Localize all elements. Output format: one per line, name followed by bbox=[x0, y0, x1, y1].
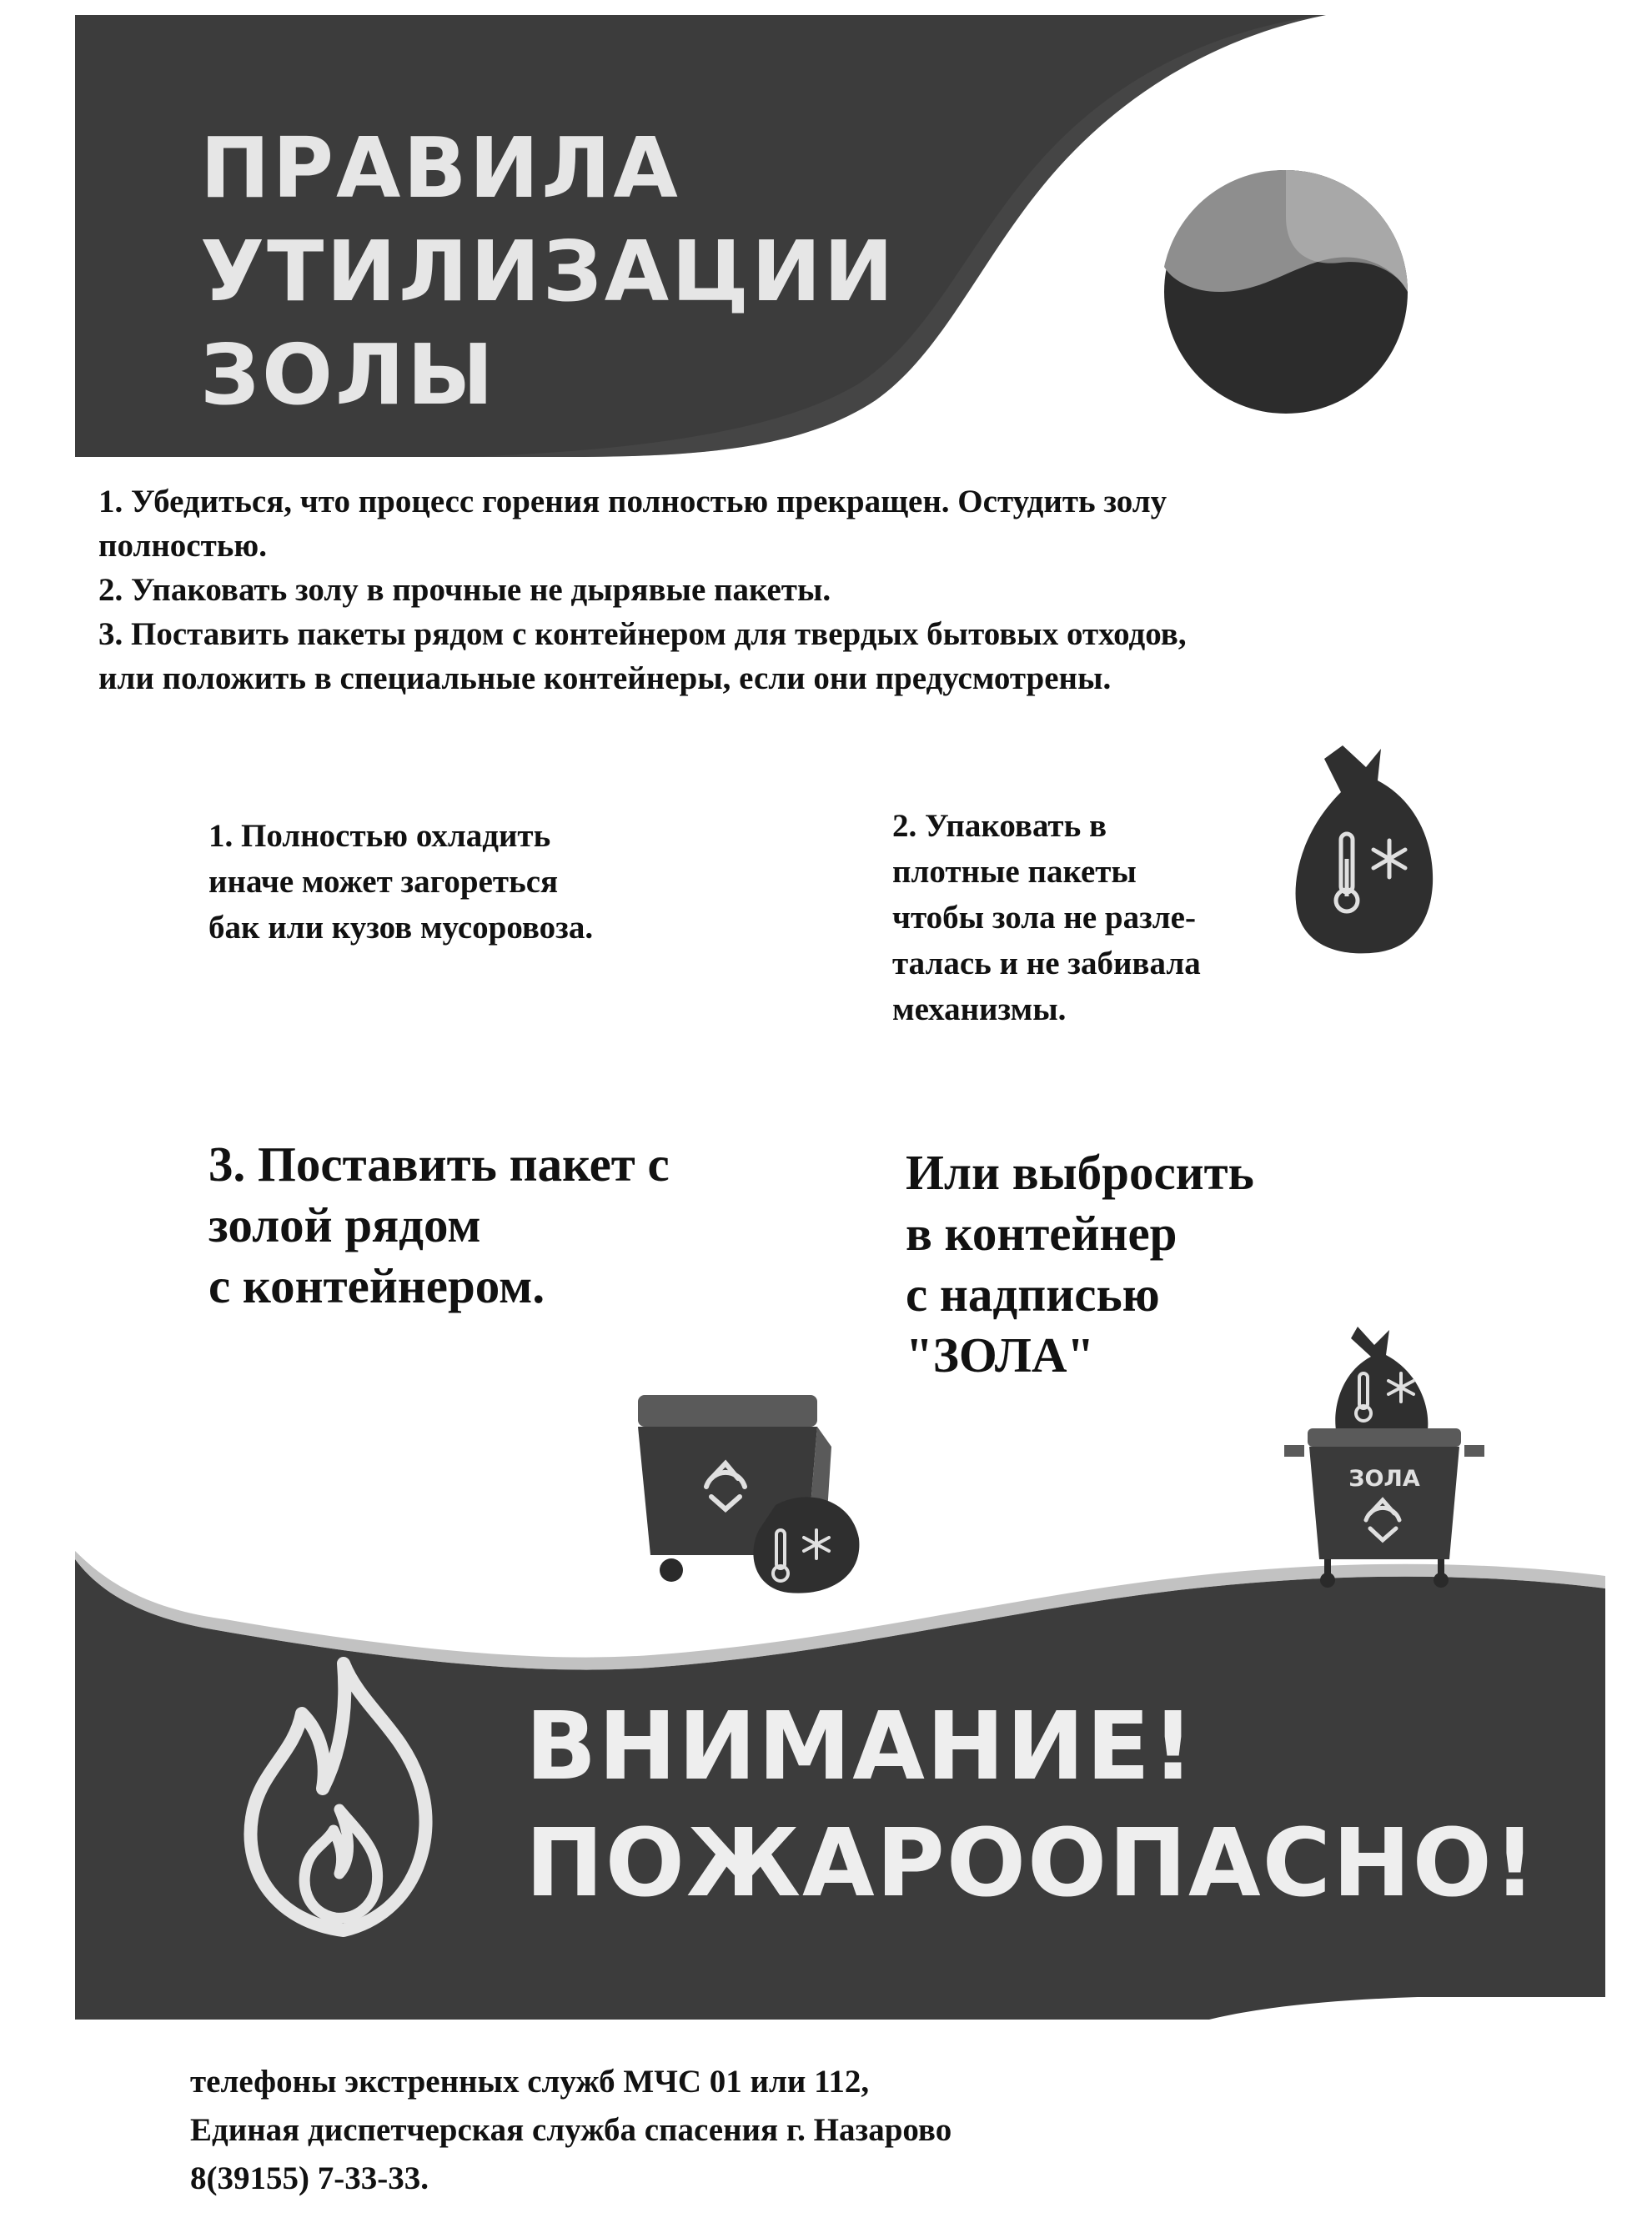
rules-list bbox=[98, 479, 1233, 700]
page-title-line: ЗОЛЫ bbox=[200, 326, 496, 424]
step-place-text: 3. Поставить пакет с золой рядом с контейнером. bbox=[208, 1137, 670, 1313]
page-title-line: ПРАВИЛА bbox=[200, 119, 680, 217]
trash-container-icon bbox=[613, 1388, 863, 1601]
step-or-throw-text: Или выбросить в контейнер с надписью "ЗОЛА" bbox=[906, 1145, 1254, 1382]
page-title bbox=[200, 117, 896, 427]
page-title-line: УТИЛИЗАЦИИ bbox=[200, 223, 896, 320]
ash-container-icon bbox=[1284, 1322, 1484, 1588]
ash-bag-icon bbox=[1291, 742, 1434, 959]
warning-line: ПОЖАРООПАСНО! bbox=[525, 1809, 1538, 1918]
container-label: ЗОЛА bbox=[1348, 1466, 1420, 1492]
flame-icon bbox=[235, 1655, 448, 1939]
yin-yang-icon bbox=[1161, 167, 1411, 417]
contacts-line: 8(39155) 7-33-33. bbox=[190, 2160, 429, 2196]
warning-heading bbox=[525, 1689, 1538, 1922]
step-cool-text: 1. Полностью охладить иначе может загореться бак или кузов мусоровоза. bbox=[208, 818, 594, 946]
rule-item: 2. Упаковать золу в прочные не дырявые пакеты. bbox=[98, 572, 831, 608]
contacts-line: телефоны экстренных служб МЧС 01 или 112, bbox=[190, 2064, 870, 2100]
contacts-line: Единая диспетчерская служба спасения г. Назарово bbox=[190, 2112, 952, 2148]
warning-line: ВНИМАНИЕ! bbox=[525, 1693, 1197, 1801]
rule-item: 1. Убедиться, что процесс горения полностью прекращен. Остудить золу полностью. bbox=[98, 484, 1167, 564]
rule-item: 3. Поставить пакеты рядом с контейнером для твердых бытовых отходов, или положить в специальные контейнеры, если они предусмотрены. bbox=[98, 616, 1187, 696]
contacts-block bbox=[190, 2058, 952, 2203]
step-pack-text: 2. Упаковать в плотные пакеты чтобы зола не разле- талась и не забивала механизмы. bbox=[892, 808, 1201, 1027]
